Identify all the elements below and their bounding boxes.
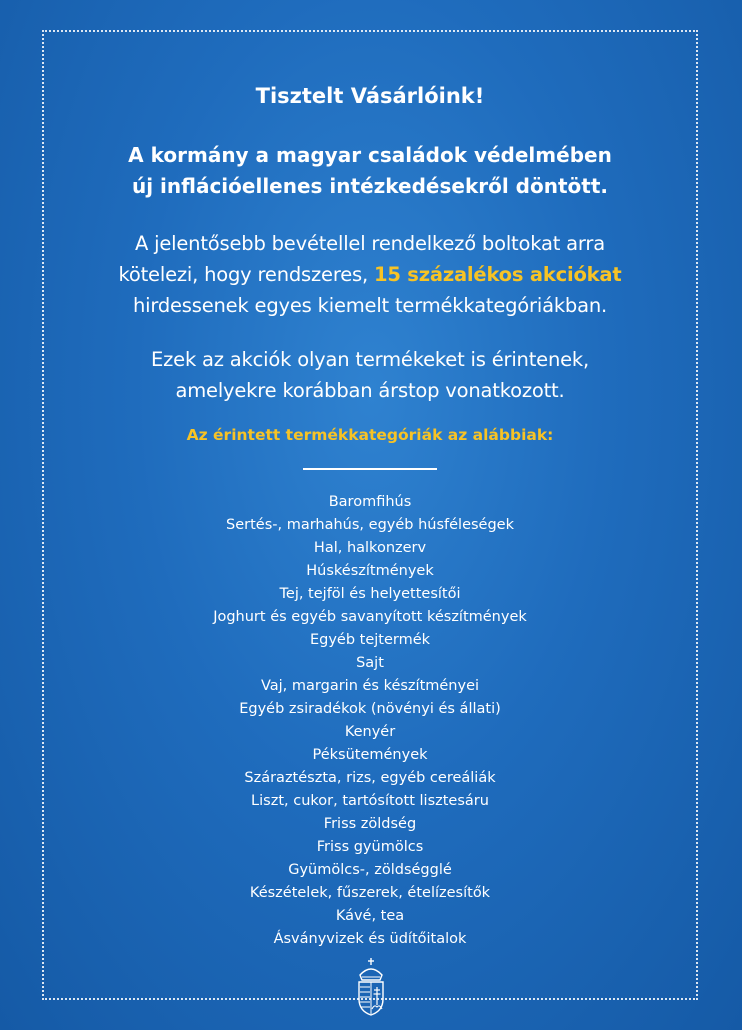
hungarian-coat-of-arms-icon <box>355 957 387 1017</box>
headline-line-2: új inflációellenes intézkedésekről döntött. <box>131 174 608 198</box>
list-item: Gyümölcs-, zöldségglé <box>288 862 452 878</box>
list-item: Friss gyümölcs <box>316 839 424 855</box>
list-item: Kávé, tea <box>335 908 405 924</box>
list-item: Vaj, margarin és készítményei <box>260 678 480 694</box>
list-item: Készételek, fűszerek, ételízesítők <box>249 885 491 901</box>
list-item: Sertés-, marhahús, egyéb húsféleségek <box>226 517 514 533</box>
list-item: Sajt <box>356 655 384 671</box>
divider-line <box>303 468 437 470</box>
notice-content <box>42 30 698 951</box>
paragraph-obligation <box>42 228 698 321</box>
list-item: Ásványvizek és üdítőitalok <box>273 931 467 947</box>
category-list <box>42 491 698 951</box>
list-item: Joghurt és egyéb savanyított készítmények <box>213 609 527 625</box>
headline-line-1: A kormány a magyar családok védelmében <box>128 143 612 167</box>
list-item: Baromfihús <box>328 494 412 510</box>
paragraph1-line-3: hirdessenek egyes kiemelt termékkategóriákban. <box>132 294 608 317</box>
list-item: Egyéb zsiradékok (növényi és állati) <box>239 701 501 717</box>
list-item: Tej, tejföl és helyettesítői <box>279 586 461 602</box>
discount-highlight: 15 százalékos akciókat <box>373 263 622 286</box>
list-item: Friss zöldség <box>323 816 417 832</box>
categories-subheading: Az érintett termékkategóriák az alábbiak: <box>186 426 554 444</box>
list-item: Száraztészta, rizs, egyéb cereáliák <box>244 770 496 786</box>
paragraph2-line-2: amelyekre korábban árstop vonatkozott. <box>175 379 565 402</box>
list-item: Péksütemények <box>312 747 428 763</box>
paragraph1-line-2: kötelezi, hogy rendszeres, <box>118 263 374 286</box>
list-item: Liszt, cukor, tartósított lisztesáru <box>251 793 489 809</box>
list-item: Hal, halkonzerv <box>313 540 427 556</box>
paragraph2-line-1: Ezek az akciók olyan termékeket is érintenek, <box>150 348 590 371</box>
list-item: Kenyér <box>344 724 396 740</box>
list-item: Húskészítmények <box>306 563 434 579</box>
paragraph1-line-1: A jelentősebb bevétellel rendelkező boltokat arra <box>135 232 605 255</box>
list-item: Egyéb tejtermék <box>309 632 431 648</box>
headline <box>42 140 698 202</box>
greeting-title: Tisztelt Vásárlóink! <box>255 84 485 108</box>
paragraph-price-cap <box>42 344 698 406</box>
